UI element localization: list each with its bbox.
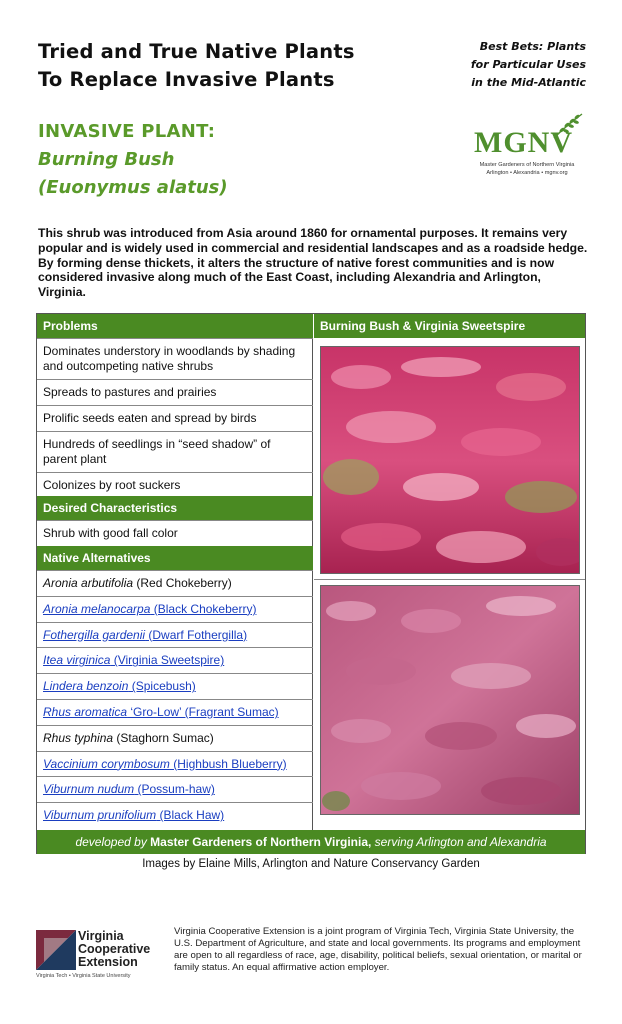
series-title-line-2: for Particular Uses (470, 58, 586, 71)
mgnv-logo-line-2: Arlington • Alexandria • mgnv.org (486, 170, 568, 176)
scientific-name[interactable]: Aronia melanocarpa (43, 601, 151, 616)
common-name[interactable]: (Dwarf Fothergilla) (145, 627, 248, 642)
desired-row: Shrub with good fall color (37, 520, 313, 546)
native-alternative-link[interactable] (43, 628, 247, 642)
common-name[interactable]: (Black Haw) (156, 808, 225, 823)
images-header: Burning Bush & Virginia Sweetspire (314, 314, 585, 338)
native-alternative-row[interactable] (37, 673, 313, 699)
footer-suffix: serving Arlington and Alexandria (371, 835, 547, 849)
scientific-name[interactable]: Lindera benzoin (43, 679, 129, 694)
page-title-line-1: Tried and True Native Plants (38, 40, 355, 63)
page-title (38, 38, 398, 94)
page-title-line-2: To Replace Invasive Plants (38, 68, 335, 91)
common-name[interactable]: (Possum-haw) (134, 782, 215, 797)
series-title-line-1: Best Bets: Plants (479, 40, 586, 53)
native-alternative-link[interactable] (43, 653, 224, 667)
native-alternative-row[interactable] (37, 699, 313, 725)
native-alternative-link[interactable] (43, 808, 224, 822)
scientific-name[interactable]: Itea virginica (43, 653, 111, 668)
series-title (436, 38, 586, 92)
problem-row: Dominates understory in woodlands by shading and outcompeting native shrubs (37, 338, 313, 379)
footer-organization: Master Gardeners of Northern Virginia, (150, 835, 372, 849)
scientific-name[interactable]: Rhus aromatica (43, 705, 128, 719)
common-name[interactable]: (Virginia Sweetspire) (110, 653, 225, 668)
mgnv-logo (468, 112, 586, 182)
native-alternative-row[interactable] (37, 802, 313, 828)
right-column (314, 314, 585, 830)
native-alternative-link[interactable] (43, 602, 256, 616)
invasive-common-name: Burning Bush (38, 149, 175, 170)
series-title-line-3: in the Mid-Atlantic (471, 76, 586, 89)
vce-logo (36, 928, 166, 980)
native-alternative-row[interactable] (37, 776, 313, 802)
native-alternative-row (37, 725, 313, 751)
common-name[interactable]: (Black Chokeberry) (150, 601, 257, 616)
invasive-plant-heading (38, 118, 338, 202)
common-name[interactable]: ‘Gro-Low’ (Fragrant Sumac) (127, 705, 279, 719)
native-alternative-link[interactable] (43, 679, 196, 693)
common-name[interactable]: (Highbush Blueberry) (169, 756, 287, 771)
common-name[interactable]: (Spicebush) (128, 679, 196, 694)
problem-row: Colonizes by root suckers (37, 472, 313, 496)
vce-statement: Virginia Cooperative Extension is a joint program of Virginia Tech, Virginia State University, the U.S. Department of Agriculture, and state and local governments. Its programs and employment are open to all regardless of race, age, disability, political beliefs, sexual orientation, or marital or family status. An equal affirmative action employer. (174, 926, 582, 973)
mgnv-logo-line-1: Master Gardeners of Northern Virginia (479, 162, 575, 168)
scientific-name[interactable]: Vaccinium corymbosum (43, 756, 170, 771)
burning-bush-photo (320, 346, 580, 574)
common-name: (Red Chokeberry) (133, 576, 232, 590)
vce-logo-subline: Virginia Tech • Virginia State University (36, 973, 131, 979)
native-alternative-name (43, 731, 214, 745)
invasive-label: INVASIVE PLANT: (38, 121, 216, 142)
image-credits: Images by Elaine Mills, Arlington and Nature Conservancy Garden (142, 858, 480, 870)
problem-row: Prolific seeds eaten and spread by birds (37, 405, 313, 431)
desired-characteristics-header: Desired Characteristics (37, 496, 313, 520)
table-footer-bar (37, 830, 585, 854)
scientific-name[interactable]: Viburnum nudum (43, 782, 135, 797)
common-name: (Staghorn Sumac) (113, 730, 214, 745)
virginia-sweetspire-photo (320, 585, 580, 815)
native-alternative-link[interactable] (43, 705, 279, 719)
mgnv-logo-mark: MGNV (474, 126, 573, 159)
native-alternative-link[interactable] (43, 782, 215, 796)
vce-logo-line-3: Extension (78, 955, 138, 969)
problems-header: Problems (37, 314, 313, 338)
left-column (37, 314, 313, 830)
vce-logo-line-2: Cooperative (78, 942, 151, 956)
intro-paragraph: This shrub was introduced from Asia around 1860 for ornamental purposes. It remains very popular and is widely used in commercial and residential landscapes and as a roadside hedge. By forming dense thickets, it alters the structure of native forest communities and is now considered invasive along much of the East Coast, including Alexandria and Arlington, Virginia. (38, 226, 588, 300)
invasive-scientific-name: (Euonymus alatus) (38, 177, 228, 198)
native-alternatives-header: Native Alternatives (37, 546, 313, 570)
photo-divider (314, 579, 585, 580)
scientific-name: Aronia arbutifolia (43, 576, 134, 590)
footer-prefix: developed by (75, 835, 151, 849)
problem-row: Hundreds of seedlings in “seed shadow” of parent plant (37, 431, 313, 472)
problem-row: Spreads to pastures and prairies (37, 379, 313, 405)
scientific-name: Rhus typhina (43, 730, 114, 745)
native-alternative-row (37, 570, 313, 596)
native-alternative-link[interactable] (43, 757, 287, 771)
scientific-name[interactable]: Fothergilla gardenii (43, 627, 146, 642)
native-alternative-row[interactable] (37, 596, 313, 622)
native-alternative-row[interactable] (37, 751, 313, 777)
native-alternative-row[interactable] (37, 622, 313, 648)
scientific-name[interactable]: Viburnum prunifolium (43, 808, 157, 823)
native-alternative-name (43, 576, 232, 590)
vce-logo-icon (36, 930, 76, 970)
native-alternative-row[interactable] (37, 647, 313, 673)
info-table (36, 313, 586, 854)
vce-logo-line-1: Virginia (78, 929, 124, 943)
